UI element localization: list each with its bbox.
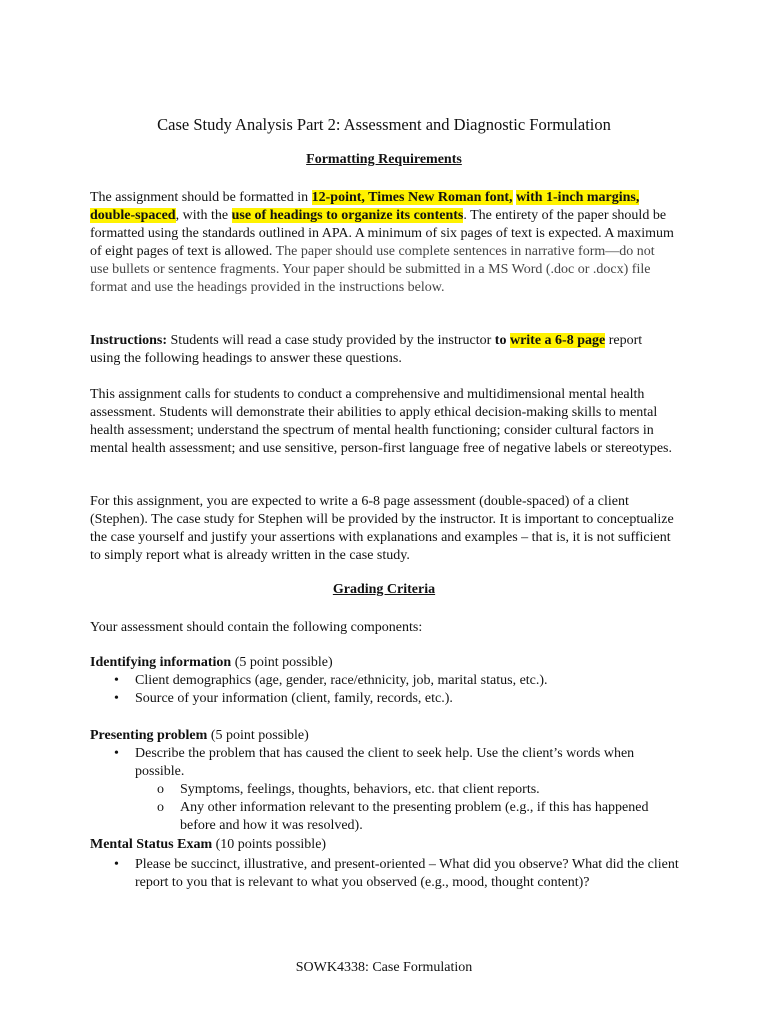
grading-intro: Your assessment should contain the following components: xyxy=(90,620,423,635)
instructions-paragraph: Instructions: Students will read a case study provided by the instructor to write a 6-8 page report using the following headings to answer these questions. xyxy=(90,333,643,366)
highlight-page-count: write a 6-8 page xyxy=(509,333,606,348)
highlight-font: 12-point, Times New Roman font, xyxy=(311,190,513,205)
list-item: • Client demographics (age, gender, race/ethnicity, job, marital status, etc.). xyxy=(90,672,680,690)
list-item: • Describe the problem that has caused the client to seek help. Use the client’s words when possible. o Symptoms, feelings, thoughts, behaviors, etc. that client reports. o Any other information relevant to the presenting problem (e.g., if this has happened before and how it was resolved). xyxy=(90,745,680,835)
list-item: • Source of your information (client, family, records, etc.). xyxy=(90,690,680,708)
presenting-sublist xyxy=(135,781,680,835)
identifying-heading: Identifying information (5 point possible) xyxy=(90,655,333,670)
list-item: • Please be succinct, illustrative, and present-oriented – What did you observe? What did the client report to you that is relevant to what you observed (e.g., mood, thought content)? xyxy=(90,856,680,892)
formatting-paragraph: The assignment should be formatted in 12-point, Times New Roman font, with 1-inch margins, double-spaced, with the use of headings to organize its contents. The entirety of the paper should be formatted using the standards outlined in APA. A minimum of six pages of text is expected. A maximum of eight pages of text is allowed. The paper should use complete sentences in narrative form—do not use bullets or sentence fragments. Your paper should be submitted in a MS Word (.doc or .docx) file format and use the headings provided in the instructions below. xyxy=(90,190,674,295)
presenting-heading: Presenting problem (5 point possible) xyxy=(90,728,309,743)
presenting-list xyxy=(90,745,680,835)
assignment-paragraph: This assignment calls for students to conduct a comprehensive and multidimensional mental health assessment. Students will demonstrate their abilities to apply ethical decision-making skills to mental health assessment; understand the spectrum of mental health functioning; consider cultural factors in mental health assessment; and use sensitive, person-first language free of negative labels or stereotypes. xyxy=(90,387,672,456)
document-title: Case Study Analysis Part 2: Assessment and Diagnostic Formulation xyxy=(157,115,611,134)
identifying-list xyxy=(90,672,680,708)
highlight-margins: with 1-inch margins, double-spaced xyxy=(90,190,640,223)
sub-list-item: o Symptoms, feelings, thoughts, behaviors, etc. that client reports. xyxy=(135,781,680,799)
mse-list xyxy=(90,856,680,892)
grading-heading: Grading Criteria xyxy=(332,582,436,597)
expectation-paragraph: For this assignment, you are expected to write a 6-8 page assessment (double-spaced) of a client (Stephen). The case study for Stephen will be provided by the instructor. It is important to conceptualize the case yourself and justify your assertions with explanations and examples – that is, it is not sufficient to simply report what is already written in the case study. xyxy=(90,494,674,563)
instructions-label: Instructions: xyxy=(90,333,168,348)
formatting-heading: Formatting Requirements xyxy=(306,152,462,167)
highlight-headings: use of headings to organize its contents xyxy=(231,208,464,223)
mse-heading: Mental Status Exam (10 points possible) xyxy=(90,837,327,852)
sub-list-item: o Any other information relevant to the presenting problem (e.g., if this has happened before and how it was resolved). xyxy=(135,799,680,835)
page-footer: SOWK4338: Case Formulation xyxy=(295,960,473,975)
